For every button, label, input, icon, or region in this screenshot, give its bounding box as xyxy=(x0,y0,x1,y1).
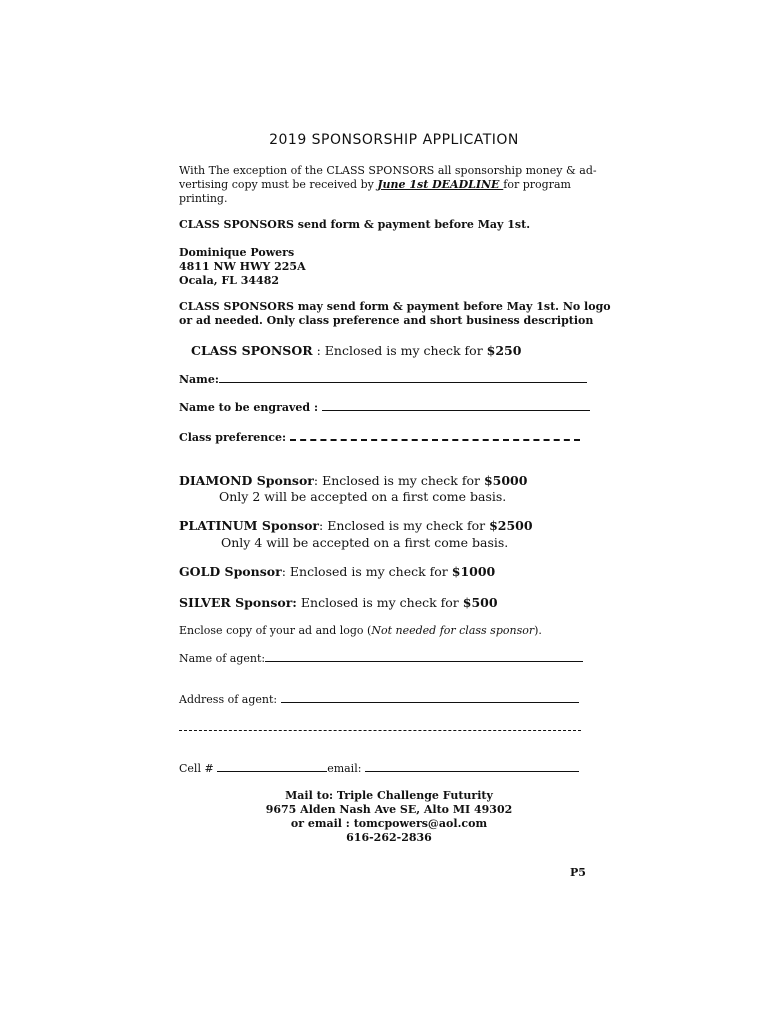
intro-line-2 xyxy=(179,178,597,192)
intro-line-2-start: vertising copy must be received by xyxy=(179,178,378,191)
email-input-line[interactable] xyxy=(365,761,579,772)
class-sponsor-label: CLASS SPONSOR xyxy=(191,343,313,358)
class-sponsor-line xyxy=(191,343,521,358)
email-label: email: xyxy=(327,762,362,775)
cell-input-line[interactable] xyxy=(217,761,327,772)
platinum-amount: $2500 xyxy=(489,518,533,533)
intro-text xyxy=(179,164,597,206)
class-sponsor-note: CLASS SPONSORS send form & payment before May 1st. xyxy=(179,218,531,231)
agent-address-input-line-2[interactable] xyxy=(179,720,581,731)
silver-amount: $500 xyxy=(462,595,498,610)
diamond-text: : Enclosed is my check for xyxy=(313,473,484,488)
class-sponsor-text: : Enclosed is my check for xyxy=(312,343,487,358)
mail-line-2: 9675 Alden Nash Ave SE, Alto MI 49302 xyxy=(265,803,513,816)
class-preference-label: Class preference: xyxy=(179,431,287,444)
agent-name-row xyxy=(179,651,583,666)
diamond-sponsor xyxy=(179,473,527,488)
agent-address-label: Address of agent: xyxy=(179,693,278,706)
mail-line-1: Mail to: Triple Challenge Futurity xyxy=(285,789,493,802)
diamond-amount: $5000 xyxy=(483,473,528,488)
silver-label: SILVER Sponsor: xyxy=(179,595,297,610)
agent-address-row-2 xyxy=(179,720,581,735)
engraved-label: Name to be engraved : xyxy=(179,401,318,414)
address-name: Dominique Powers xyxy=(179,246,295,259)
mailing-address xyxy=(179,246,306,288)
class-sponsor-note-2 xyxy=(179,300,611,328)
agent-address-row xyxy=(179,692,579,707)
enclose-text-end: ). xyxy=(534,624,542,637)
name-field-row xyxy=(179,372,587,387)
diamond-note: Only 2 will be accepted on a first come basis. xyxy=(219,489,507,504)
enclose-text-start: Enclose copy of your ad and logo ( xyxy=(179,624,372,637)
name-label: Name: xyxy=(179,373,219,386)
agent-name-label: Name of agent: xyxy=(179,652,266,665)
class-sponsor-amount: $250 xyxy=(486,343,522,358)
engraved-field-row xyxy=(179,400,590,415)
gold-sponsor xyxy=(179,564,495,579)
intro-line-3: printing. xyxy=(179,192,228,205)
platinum-note: Only 4 will be accepted on a first come basis. xyxy=(221,535,509,550)
cell-label: Cell # xyxy=(179,762,214,775)
address-city: Ocala, FL 34482 xyxy=(179,274,280,287)
mail-to-block xyxy=(179,789,599,845)
enclose-note xyxy=(179,624,542,638)
page-number: P5 xyxy=(570,866,586,879)
platinum-text: : Enclosed is my check for xyxy=(319,518,490,533)
gold-label: GOLD Sponsor xyxy=(179,564,282,579)
engraved-input-line[interactable] xyxy=(322,400,590,411)
address-street: 4811 NW HWY 225A xyxy=(179,260,306,273)
class-note-line-2: or ad needed. Only class preference and short business description xyxy=(179,314,594,327)
class-preference-row xyxy=(179,429,580,445)
intro-line-2-end: for program xyxy=(503,178,571,191)
gold-text: : Enclosed is my check for xyxy=(281,564,452,579)
silver-sponsor xyxy=(179,595,498,610)
mail-line-4: 616-262-2836 xyxy=(346,831,432,844)
diamond-label: DIAMOND Sponsor xyxy=(179,473,314,488)
page-title: 2019 SPONSORSHIP APPLICATION xyxy=(269,132,519,148)
platinum-sponsor xyxy=(179,518,533,533)
agent-address-input-line[interactable] xyxy=(281,692,579,703)
name-input-line[interactable] xyxy=(219,372,587,383)
agent-name-input-line[interactable] xyxy=(265,651,583,662)
mail-line-3: or email : tomcpowers@aol.com xyxy=(290,817,488,830)
enclose-italic: Not needed for class sponsor xyxy=(371,624,535,637)
deadline-text: June 1st DEADLINE xyxy=(377,178,504,191)
intro-line-1: With The exception of the CLASS SPONSORS all sponsorship money & ad- xyxy=(179,164,597,177)
silver-text: Enclosed is my check for xyxy=(296,595,463,610)
gold-amount: $1000 xyxy=(451,564,496,579)
class-preference-input-line[interactable] xyxy=(290,429,580,441)
contact-row xyxy=(179,761,579,776)
platinum-label: PLATINUM Sponsor xyxy=(179,518,320,533)
class-note-line-1: CLASS SPONSORS may send form & payment before May 1st. No logo xyxy=(179,300,611,313)
